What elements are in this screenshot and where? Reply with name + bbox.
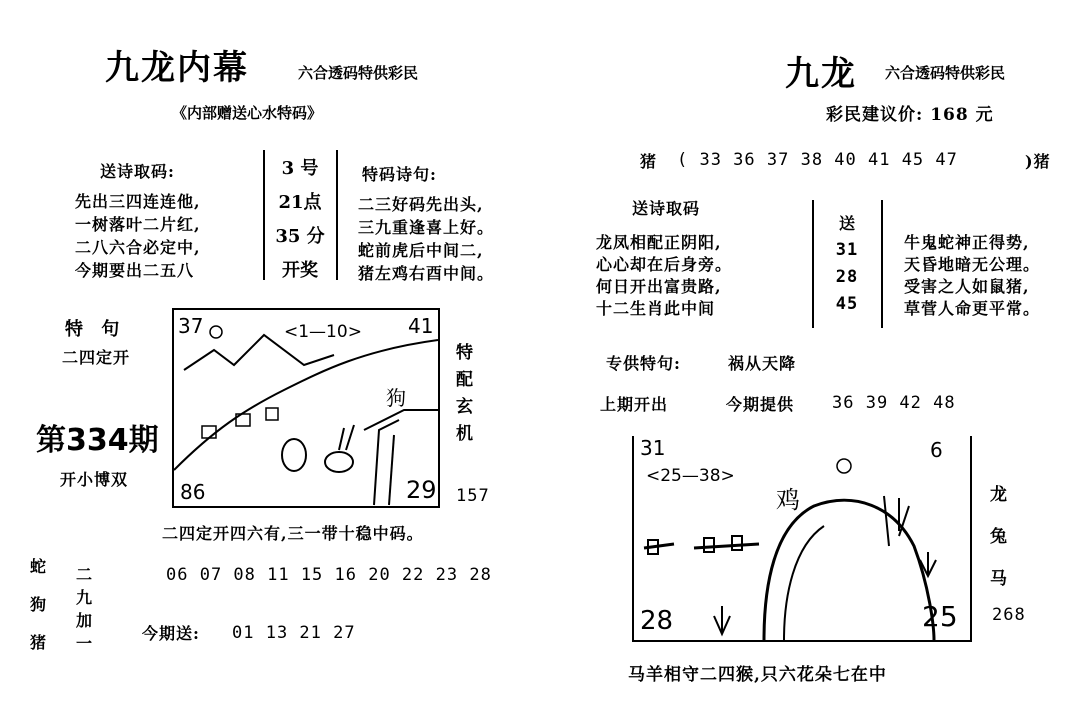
left-sketch-dog: 狗 xyxy=(386,386,406,410)
vertical-formula xyxy=(76,563,93,655)
left-sketch-tl: 37 xyxy=(178,314,204,338)
left-sketch-tr: 41 xyxy=(408,314,434,338)
side-char: 玄 xyxy=(456,397,474,417)
side-char: 特 xyxy=(456,343,474,363)
right-divider-1 xyxy=(812,200,814,328)
formula-char: 九 xyxy=(76,588,94,607)
teju-text: 二四定开 xyxy=(62,348,131,367)
right-line: 牛鬼蛇神正得势, xyxy=(904,233,1030,252)
right-center-column xyxy=(815,210,879,318)
poem-line: 今期要出二五八 xyxy=(75,261,195,280)
poem-line: 何日开出富贵路, xyxy=(596,277,722,296)
right-subtitle: 六合透码特供彩民 xyxy=(885,64,1006,82)
rule-line: 二四定开四六有,三一带十稳中码。 xyxy=(162,524,424,543)
draw-time-cell: 21点 xyxy=(278,192,322,213)
pig-numbers: ( 33 36 37 38 40 41 45 47 xyxy=(677,150,958,170)
right-sketch xyxy=(632,436,972,642)
poem-line: 龙凤相配正阴阳, xyxy=(596,233,722,252)
special-line: 蛇前虎后中间二, xyxy=(358,241,484,260)
left-side-num: 157 xyxy=(456,486,490,506)
right-title: 九龙 xyxy=(785,54,857,94)
right-side-num: 268 xyxy=(992,605,1026,625)
side-char: 机 xyxy=(456,424,474,444)
right-sketch-br: 25 xyxy=(922,600,958,633)
side-char: 兔 xyxy=(990,527,1008,547)
left-divider-1 xyxy=(263,150,265,280)
issue-number: 第334期 xyxy=(36,423,159,458)
right-poem-heading: 送诗取码 xyxy=(632,199,701,218)
right-divider-2 xyxy=(881,200,883,328)
left-title: 九龙内幕 xyxy=(105,48,249,88)
right-special-text: 祸从天降 xyxy=(728,354,797,373)
right-line: 天昏地暗无公理。 xyxy=(904,255,1041,274)
kaixiao-text: 开小博双 xyxy=(60,470,129,489)
right-poem-lines xyxy=(596,232,732,320)
poem-line: 一树落叶二片红, xyxy=(75,215,201,234)
left-special-heading: 特码诗句: xyxy=(362,165,437,184)
left-number-list: 06 07 08 11 15 16 20 22 23 28 xyxy=(166,565,492,585)
left-subtitle: 六合透码特供彩民 xyxy=(298,64,419,82)
right-side-lines xyxy=(904,232,1040,320)
pig-right: )猪 xyxy=(1025,152,1051,171)
right-bottom-line: 马羊相守二四猴,只六花朵七在中 xyxy=(628,665,887,685)
right-price: 彩民建议价: 168 元 xyxy=(826,105,994,125)
poem-line: 十二生肖此中间 xyxy=(596,299,716,318)
poem-line: 二八六合必定中, xyxy=(75,238,201,257)
draw-time-cell: 开奖 xyxy=(282,260,318,281)
pig-left: 猪 xyxy=(640,152,658,171)
left-divider-2 xyxy=(336,150,338,280)
last-draw-label: 上期开出 xyxy=(600,395,669,414)
draw-time-column xyxy=(266,152,334,288)
poem-line: 先出三四连连他, xyxy=(75,192,201,211)
left-poem-heading: 送诗取码: xyxy=(100,162,175,181)
side-char: 马 xyxy=(990,569,1008,589)
left-sketch-range: <1—10> xyxy=(284,322,362,342)
special-line: 二三好码先出头, xyxy=(358,195,484,214)
provide-numbers: 36 39 42 48 xyxy=(832,393,956,413)
right-special-label: 专供特句: xyxy=(606,354,681,373)
left-sketch-br: 29 xyxy=(406,476,437,504)
left-side-chars xyxy=(456,340,474,448)
right-line: 受害之人如鼠猪, xyxy=(904,277,1030,296)
side-char: 龙 xyxy=(990,485,1008,505)
teju-label: 特 句 xyxy=(65,319,126,340)
provide-label: 今期提供 xyxy=(726,395,795,414)
right-sketch-range: <25—38> xyxy=(646,466,735,486)
right-sketch-tl: 31 xyxy=(640,436,666,460)
left-sketch xyxy=(172,308,440,508)
side-char: 配 xyxy=(456,370,474,390)
left-bracket-note: 《内部赠送心水特码》 xyxy=(172,104,323,122)
draw-time-cell: 3 号 xyxy=(281,158,319,179)
animal: 猪 xyxy=(30,633,48,652)
jinqisong-numbers: 01 13 21 27 xyxy=(232,623,356,643)
left-sketch-bl: 86 xyxy=(180,480,206,504)
formula-char: 加 xyxy=(76,611,94,630)
right-sketch-tr: 6 xyxy=(930,438,943,462)
left-poem-lines xyxy=(75,190,201,282)
right-sketch-bl: 28 xyxy=(640,606,674,636)
formula-char: 一 xyxy=(76,634,94,653)
draw-time-cell: 35 分 xyxy=(275,226,325,247)
center-cell: 送 xyxy=(838,214,855,233)
formula-char: 二 xyxy=(76,565,94,584)
right-line: 草菅人命更平常。 xyxy=(904,299,1041,318)
right-sketch-chicken: 鸡 xyxy=(776,486,800,514)
poem-line: 心心却在后身旁。 xyxy=(596,255,733,274)
left-special-lines xyxy=(358,193,494,285)
center-cell: 28 xyxy=(835,267,859,287)
animal: 蛇 xyxy=(30,557,48,576)
center-cell: 31 xyxy=(835,240,859,260)
right-side-chars xyxy=(990,474,1008,600)
vertical-animals xyxy=(30,548,47,662)
animal: 狗 xyxy=(30,595,48,614)
center-cell: 45 xyxy=(835,294,859,314)
special-line: 三九重逢喜上好。 xyxy=(358,218,495,237)
special-line: 猪左鸡右酉中间。 xyxy=(358,264,495,283)
jinqisong-label: 今期送: xyxy=(142,624,200,643)
